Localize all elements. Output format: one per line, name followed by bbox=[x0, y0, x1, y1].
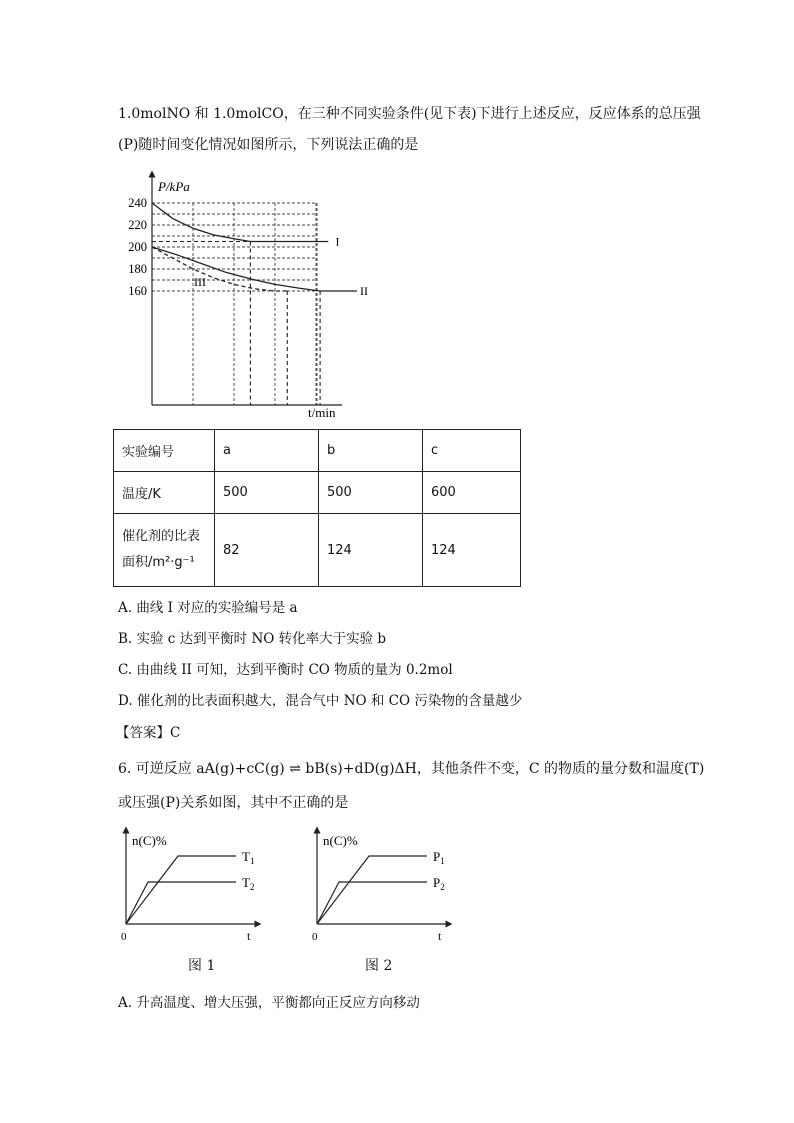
y-tick-label: 180 bbox=[128, 262, 147, 276]
table-cell: b bbox=[319, 430, 423, 472]
table-cell: c bbox=[423, 430, 521, 472]
q5-option-a: A. 曲线 I 对应的实验编号是 a bbox=[118, 600, 298, 616]
area-label-line2: 面积/m²·g⁻¹ bbox=[122, 555, 195, 570]
x-axis-label: t bbox=[247, 929, 251, 943]
q5-stem-line1: 1.0molNO 和 1.0molCO，在三种不同实验条件(见下表)下进行上述反应，反应体系的总压强 bbox=[118, 106, 701, 122]
q5-option-d: D. 催化剂的比表面积越大，混合气中 NO 和 CO 污染物的含量越少 bbox=[118, 693, 523, 709]
q6-stem-line1: 6. 可逆反应 aA(g)+cC(g) ⇌ bB(s)+dD(g)ΔH，其他条件不变，C 的物质的量分数和温度(T) bbox=[118, 761, 705, 777]
experiment-conditions-table bbox=[113, 429, 521, 587]
table-cell: 500 bbox=[319, 472, 423, 514]
series-label-ii: II bbox=[360, 284, 369, 298]
q5-answer: 【答案】C bbox=[116, 725, 181, 741]
origin-label: 0 bbox=[121, 931, 127, 943]
y-tick-label: 240 bbox=[128, 196, 147, 210]
series-label-i: I bbox=[335, 234, 340, 249]
q6-option-a: A. 升高温度、增大压强，平衡都向正反应方向移动 bbox=[118, 995, 420, 1011]
x-axis-label: t bbox=[438, 929, 442, 943]
q5-stem-line2: (P)随时间变化情况如图所示，下列说法正确的是 bbox=[118, 137, 419, 153]
y-axis-label: n(C)% bbox=[323, 833, 358, 848]
series-p1-line bbox=[317, 856, 427, 924]
chart-grid bbox=[152, 203, 317, 405]
y-tick-label: 160 bbox=[128, 284, 147, 298]
series-label-iii: III bbox=[194, 275, 206, 290]
area-label-line1: 催化剂的比表 bbox=[122, 529, 201, 544]
figure-2-pressure-chart bbox=[307, 826, 465, 946]
table-cell bbox=[114, 514, 215, 587]
series-p1-label: $P_1$ bbox=[433, 849, 445, 866]
y-axis-label: n(C)% bbox=[132, 833, 167, 848]
table-row bbox=[114, 430, 521, 472]
table-cell: 600 bbox=[423, 472, 521, 514]
q6-stem-line2: 或压强(P)关系如图，其中不正确的是 bbox=[118, 795, 349, 811]
series-t1-label: $T_1$ bbox=[242, 849, 255, 866]
table-cell: 500 bbox=[215, 472, 319, 514]
y-tick-label: 200 bbox=[128, 240, 147, 254]
pressure-time-chart bbox=[110, 170, 369, 422]
figure-1-temperature-chart bbox=[116, 826, 274, 946]
table-row bbox=[114, 514, 521, 587]
origin-label: 0 bbox=[312, 931, 318, 943]
y-tick-label: 220 bbox=[128, 218, 147, 232]
table-cell: 实验编号 bbox=[114, 430, 215, 472]
table-cell: 124 bbox=[423, 514, 521, 587]
table-row bbox=[114, 472, 521, 514]
q5-option-c: C. 由曲线 II 可知，达到平衡时 CO 物质的量为 0.2mol bbox=[118, 662, 453, 678]
q5-option-b: B. 实验 c 达到平衡时 NO 转化率大于实验 b bbox=[118, 631, 387, 647]
series-t2-label: $T_2$ bbox=[242, 875, 255, 892]
figure-2-caption: 图 2 bbox=[365, 958, 393, 974]
y-axis-label: P/kPa bbox=[158, 179, 190, 194]
series-p2-label: $P_2$ bbox=[433, 875, 445, 892]
series-t1-line bbox=[126, 856, 236, 924]
table-cell: 82 bbox=[215, 514, 319, 587]
table-cell: 124 bbox=[319, 514, 423, 587]
table-cell: 温度/K bbox=[114, 472, 215, 514]
x-axis-label: t/min bbox=[308, 405, 336, 420]
table-cell: a bbox=[215, 430, 319, 472]
figure-1-caption: 图 1 bbox=[188, 958, 216, 974]
